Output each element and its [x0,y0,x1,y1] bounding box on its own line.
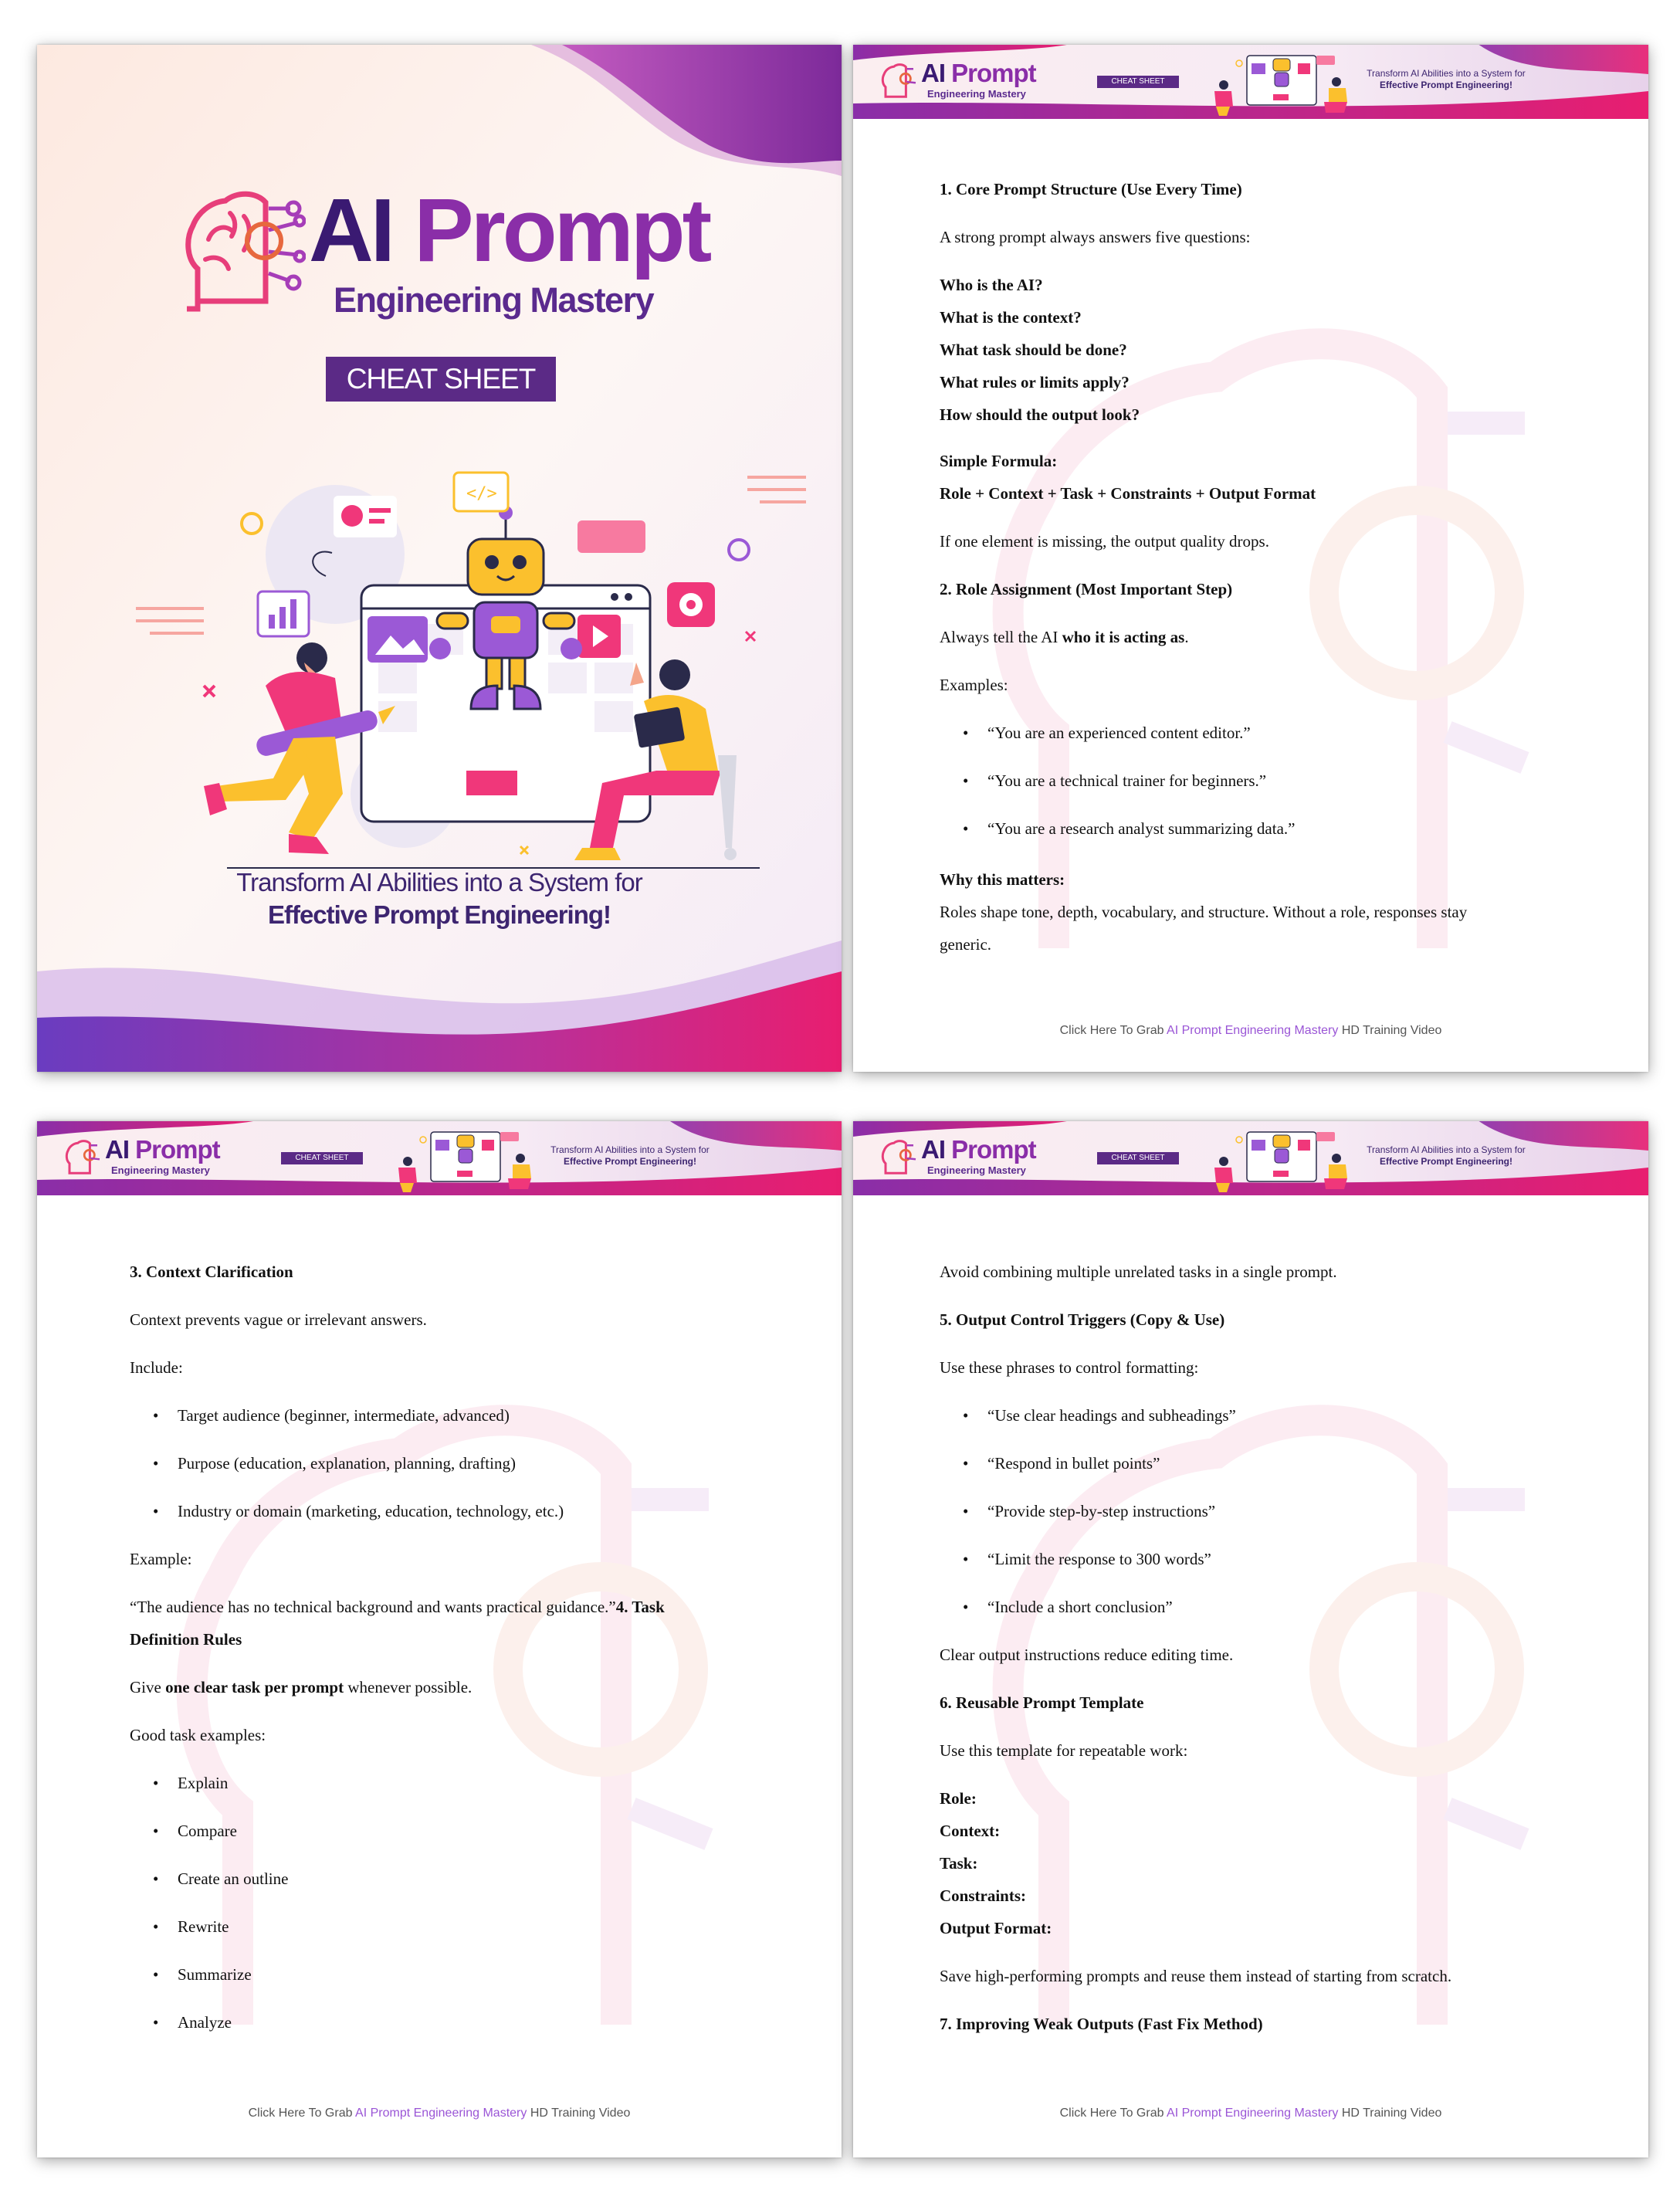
include-item: • Industry or domain (marketing, education, technology, etc.) [178,1501,564,1521]
header-tagline-line1: Transform AI Abilities into a System for [1367,1144,1526,1155]
role-instruction [940,627,1189,647]
missing-note: If one element is missing, the output quality drops. [940,532,1269,551]
section-6-heading: 6. Reusable Prompt Template [940,1693,1144,1712]
header-title-prompt: Prompt [135,1135,220,1164]
clear-output-note: Clear output instructions reduce editing time. [940,1646,1234,1664]
footer-link[interactable] [853,2107,1648,2120]
footer-link[interactable] [37,2107,842,2120]
template-field: Context: [940,1822,1001,1840]
include-label: Include: [130,1358,183,1377]
task-item: • Summarize [178,1964,252,1985]
brain-logo-icon [182,185,306,313]
phrase-item: • “Use clear headings and subheadings” [987,1405,1236,1425]
content-page-4 [853,1121,1648,2157]
question-item: What task should be done? [940,341,1127,359]
header-title-ai: AI [921,59,945,87]
header-title-ai: AI [105,1135,129,1164]
example-item: • “You are a technical trainer for beginners.” [987,771,1266,791]
use-phrases-intro: Use these phrases to control formatting: [940,1358,1199,1377]
why-text-line1: Roles shape tone, depth, vocabulary, and structure. Without a role, responses stay [940,903,1468,921]
example-item: • “You are a research analyst summarizing data.” [987,819,1295,839]
example-item: • “You are an experienced content editor.” [987,723,1251,743]
task-item: • Rewrite [178,1917,229,1937]
cover-tagline-line2: Effective Prompt Engineering! [267,900,611,929]
task-item: • Create an outline [178,1869,288,1889]
section-5-heading: 5. Output Control Triggers (Copy & Use) [940,1310,1225,1329]
avoid-note: Avoid combining multiple unrelated tasks in a single prompt. [940,1263,1337,1281]
role-instruction-pre: Always tell the AI [940,628,1062,646]
header-badge: CHEAT SHEET [1097,1152,1179,1164]
phrase-item: • “Limit the response to 300 words” [987,1549,1211,1569]
template-field: Role: [940,1789,977,1808]
cover-badge: CHEAT SHEET [326,357,556,402]
header-title-prompt: Prompt [951,59,1036,87]
footer-pre: Click Here To Grab [1059,2107,1167,2120]
good-tasks-label: Good task examples: [130,1726,266,1744]
question-item: What rules or limits apply? [940,373,1130,391]
footer-pre: Click Here To Grab [1059,1024,1167,1037]
section-4-heading-part2: Definition Rules [130,1630,242,1649]
cover-title-ai: AI [309,180,392,280]
template-field: Constraints: [940,1886,1027,1905]
task-item: • Explain [178,1773,228,1793]
content-page-2 [853,45,1648,1072]
template-field: Output Format: [940,1919,1052,1937]
header-title-prompt: Prompt [951,1135,1036,1164]
task-item: • Compare [178,1821,237,1841]
section-1-heading: 1. Core Prompt Structure (Use Every Time) [940,180,1242,198]
robot-illustration [80,431,806,910]
save-note: Save high-performing prompts and reuse them instead of starting from scratch. [940,1967,1452,1985]
page-4-content [853,1121,1648,2157]
header-tagline-line1: Transform AI Abilities into a System for [1367,68,1526,79]
header-tagline-line2: Effective Prompt Engineering! [563,1156,697,1167]
phrase-item: • “Include a short conclusion” [987,1597,1173,1617]
example-quote [130,1597,665,1617]
examples-label: Examples: [940,676,1008,694]
footer-link-text[interactable]: AI Prompt Engineering Mastery [1167,1024,1339,1037]
cover-page [37,45,842,1072]
use-template-intro: Use this template for repeatable work: [940,1741,1188,1760]
cover-title [309,180,788,280]
footer-link[interactable] [853,1024,1648,1038]
include-item: • Purpose (education, explanation, planning, drafting) [178,1453,516,1473]
header-subtitle: Engineering Mastery [111,1164,210,1176]
content-page-3 [37,1121,842,2157]
formula-label: Simple Formula: [940,452,1058,470]
cover-tagline-line1: Transform AI Abilities into a System for [236,868,642,897]
template-field: Task: [940,1854,978,1873]
section-3-intro: Context prevents vague or irrelevant answers. [130,1310,427,1329]
page-3-content [37,1121,842,2157]
task-instruction-pre: Give [130,1678,166,1696]
footer-post: HD Training Video [1338,1024,1442,1037]
phrase-item: • “Provide step-by-step instructions” [987,1501,1215,1521]
include-item: • Target audience (beginner, intermediate, advanced) [178,1405,510,1425]
svg-text:</>: </> [466,484,497,503]
footer-link-text[interactable]: AI Prompt Engineering Mastery [1167,2107,1339,2120]
header-title-ai: AI [921,1135,945,1164]
footer-pre: Click Here To Grab [248,2107,356,2120]
phrase-item: • “Respond in bullet points” [987,1453,1160,1473]
header-tagline-line2: Effective Prompt Engineering! [1379,1156,1513,1167]
role-instruction-post: . [1184,628,1189,646]
page-2-content [853,45,1648,1072]
task-instruction-bold: one clear task per prompt [165,1678,344,1696]
example-quote-text: “The audience has no technical background and wants practical guidance.” [130,1598,616,1616]
header-tagline-line1: Transform AI Abilities into a System for [550,1144,710,1155]
section-3-heading: 3. Context Clarification [130,1263,293,1281]
question-item: What is the context? [940,308,1082,327]
footer-post: HD Training Video [1338,2107,1442,2120]
task-item: • Analyze [178,2012,232,2032]
question-item: How should the output look? [940,405,1140,424]
section-1-intro: A strong prompt always answers five questions: [940,228,1251,246]
header-badge: CHEAT SHEET [1097,76,1179,88]
header-subtitle: Engineering Mastery [927,88,1026,100]
footer-post: HD Training Video [527,2107,631,2120]
header-tagline-line2: Effective Prompt Engineering! [1379,80,1513,90]
why-label: Why this matters: [940,870,1065,889]
role-instruction-bold: who it is acting as [1062,628,1185,646]
cover-title-prompt: Prompt [414,180,710,280]
section-7-heading: 7. Improving Weak Outputs (Fast Fix Method) [940,2015,1263,2033]
task-instruction [130,1677,472,1697]
section-4-heading-part1: 4. Task [615,1598,665,1616]
cover-subtitle: Engineering Mastery [334,280,654,320]
example-label: Example: [130,1550,192,1568]
header-badge: CHEAT SHEET [281,1152,363,1164]
footer-link-text[interactable]: AI Prompt Engineering Mastery [355,2107,527,2120]
section-2-heading: 2. Role Assignment (Most Important Step) [940,580,1233,598]
why-text-line2: generic. [940,935,992,954]
task-instruction-post: whenever possible. [344,1678,472,1696]
question-item: Who is the AI? [940,276,1043,294]
header-subtitle: Engineering Mastery [927,1164,1026,1176]
formula-text: Role + Context + Task + Constraints + Output Format [940,484,1316,503]
